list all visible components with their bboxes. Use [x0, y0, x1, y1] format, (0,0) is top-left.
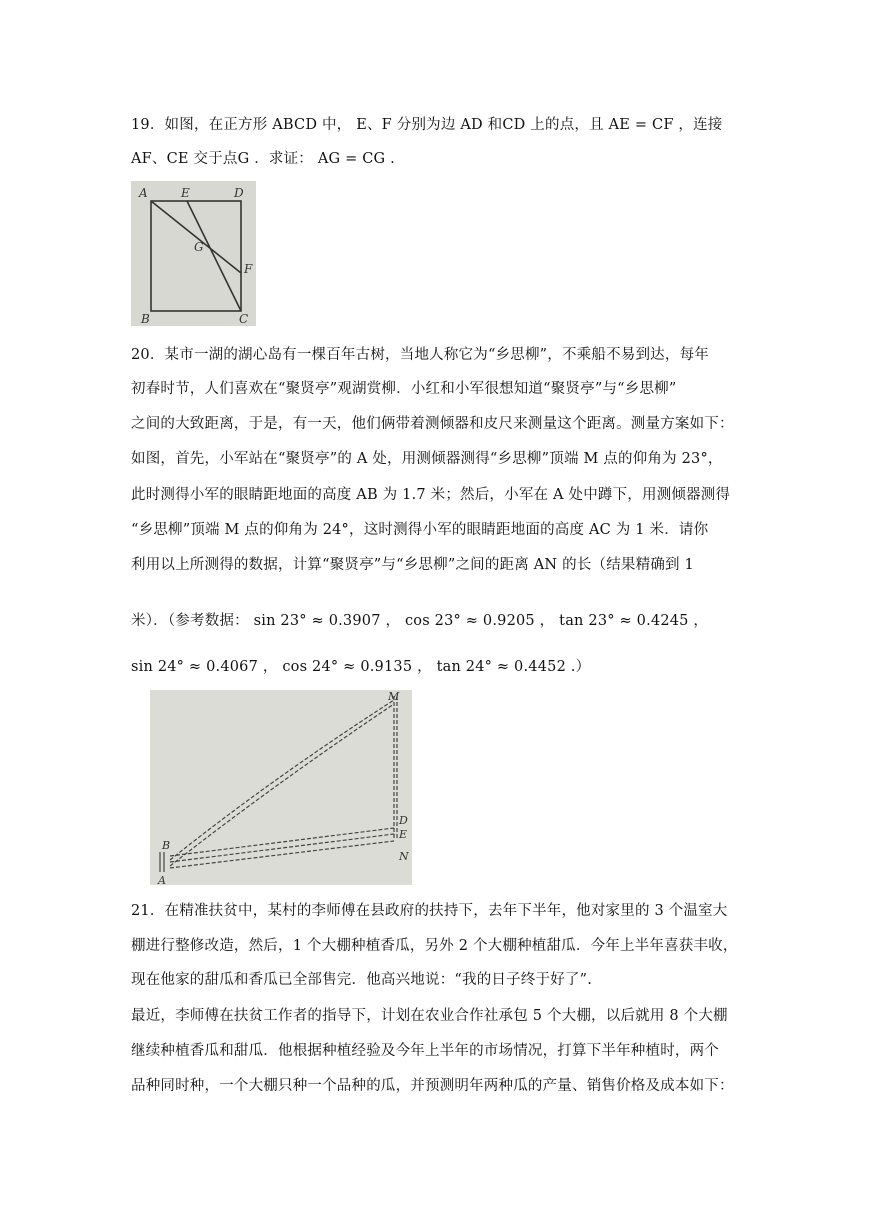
label-d2: D [399, 814, 408, 827]
q20-line-6: “乡思柳”顶端 M 点的仰角为 24°，这时测得小军的眼睛距地面的高度 AC 为 1 米．请你 [131, 522, 709, 538]
q20-line-4: 如图，首先，小军站在“聚贤亭”的 A 处，用测倾器测得“乡思柳”顶端 M 点的仰角为 23°， [131, 451, 723, 467]
label-c: C [239, 312, 249, 326]
square-figure [131, 181, 256, 326]
horizontal-line-ce [170, 834, 394, 862]
horizontal-line-bd [170, 828, 394, 856]
elevation-figure [150, 690, 412, 885]
label-a2: A [158, 874, 166, 885]
q21-line-3: 现在他家的甜瓜和香瓜已全部售完．他高兴地说：“我的日子终于好了”. [131, 972, 593, 988]
q20-line-8: 米）．（参考数据： sin 23° ≈ 0.3907 ， cos 23° ≈ 0.9205 ， tan 23° ≈ 0.4245 ， [131, 613, 709, 629]
sight-line-upper [170, 700, 394, 860]
q21-line-6: 品种同时种，一个大棚只种一个品种的瓜，并预测明年两种瓜的产量、销售价格及成本如下： [131, 1078, 734, 1094]
label-g: G [194, 240, 204, 254]
q21-line-1: 21．在精准扶贫中，某村的李师傅在县政府的扶持下，去年下半年，他对家里的 3 个温室大 [131, 903, 728, 919]
ground-line-an [170, 841, 394, 868]
q20-line-7: 利用以上所测得的数据，计算“聚贤亭”与“乡思柳”之间的距离 AN 的长（结果精确到 1 [131, 557, 694, 573]
label-e2: E [399, 828, 408, 841]
square-outline [151, 201, 241, 311]
label-b2: B [162, 839, 171, 852]
q19-line-1: 19．如图，在正方形 ABCD 中， E、F 分别为边 AD 和CD 上的点，且 AE = CF ，连接 [131, 117, 723, 133]
q21-line-2: 棚进行整修改造，然后，1 个大棚种植香瓜，另外 2 个大棚种植甜瓜．今年上半年喜获丰收， [131, 938, 738, 954]
q20-line-5: 此时测得小军的眼睛距地面的高度 AB 为 1.7 米；然后，小军在 A 处中蹲下，用测倾器测得 [131, 487, 731, 503]
q21-line-4: 最近，李师傅在扶贫工作者的指导下，计划在农业合作社承包 5 个大棚，以后就用 8 个大棚 [131, 1008, 728, 1024]
label-a: A [139, 186, 148, 200]
q19-line-2: AF、CE 交于点G ．求证： AG = CG . [131, 151, 395, 167]
q20-line-1: 20．某市一湖的湖心岛有一棵百年古树，当地人称它为“乡思柳”，不乘船不易到达，每年 [131, 347, 709, 363]
label-f: F [244, 262, 253, 276]
label-n: N [399, 850, 409, 863]
segment-af [151, 201, 241, 273]
q20-line-9: sin 24° ≈ 0.4067 ， cos 24° ≈ 0.9135 ， tan 24° ≈ 0.4452 .） [131, 659, 591, 675]
sight-line-lower [170, 704, 394, 866]
segment-ce [187, 201, 241, 311]
label-e: E [181, 186, 190, 200]
q21-line-5: 继续种植香瓜和甜瓜．他根据种植经验及今年上半年的市场情况，打算下半年种植时，两个 [131, 1043, 719, 1059]
square-diagram [131, 181, 256, 326]
label-m: M [388, 690, 400, 703]
label-b: B [141, 312, 150, 326]
elevation-diagram [150, 690, 412, 885]
label-d: D [234, 186, 244, 200]
q20-line-3: 之间的大致距离，于是，有一天，他们俩带着测倾器和皮尺来测量这个距离。测量方案如下： [131, 416, 734, 432]
q20-line-2: 初春时节，人们喜欢在“聚贤亭”观湖赏柳．小红和小军很想知道“聚贤亭”与“乡思柳” [131, 381, 677, 397]
